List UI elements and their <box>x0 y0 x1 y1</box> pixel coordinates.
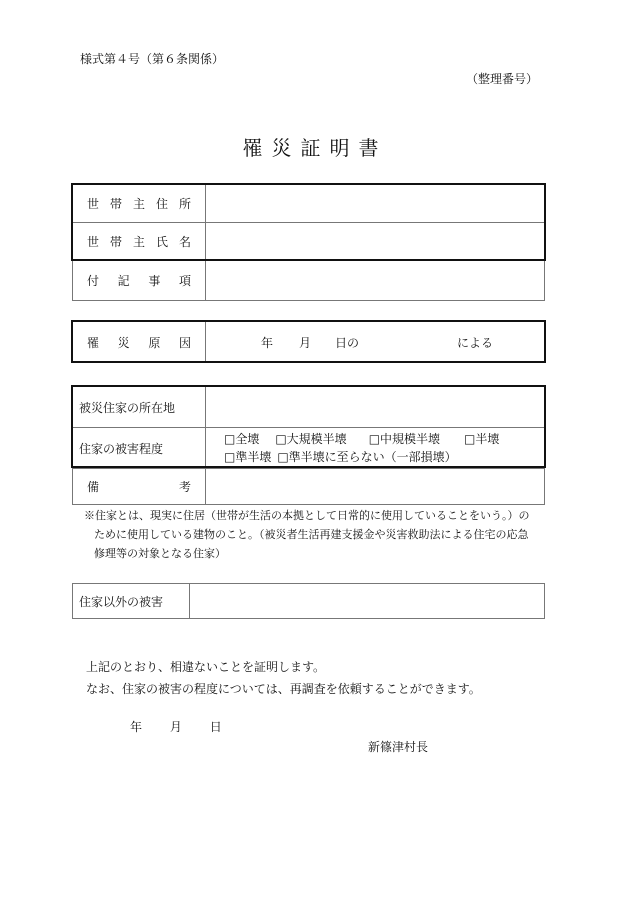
location-label: 被災住家の所在地 <box>73 387 206 428</box>
note-line2: ために使用している建物のこと。（被災者生活再建支援金や災害救助法による住宅の応急 <box>94 528 529 541</box>
degree-options-row2 <box>224 448 544 466</box>
head-name-field[interactable] <box>206 223 545 261</box>
degree-options <box>206 428 545 469</box>
degree-row1-option-0[interactable]: □全壊 <box>224 432 260 446</box>
degree-row1-option-2[interactable]: □中規模半壊 <box>368 432 441 446</box>
house-definition-note <box>86 506 546 563</box>
notes-field[interactable] <box>206 469 545 505</box>
cause-table <box>72 321 545 363</box>
degree-row2-option-0[interactable]: □準半壊 <box>224 450 272 464</box>
cause-field[interactable] <box>206 322 545 363</box>
non-house-damage-field[interactable] <box>190 584 545 619</box>
household-table <box>72 184 545 301</box>
non-house-damage-label: 住家以外の被害 <box>73 584 190 619</box>
document-title: 罹災証明書 <box>242 136 388 160</box>
cause-year: 年 <box>261 336 274 350</box>
form-number: 様式第４号（第６条関係） <box>80 52 225 66</box>
cause-label: 罹災原因 <box>73 322 206 363</box>
cause-month: 月 <box>299 336 312 350</box>
certification-line1: 上記のとおり、相違ないことを証明します。 <box>86 660 326 674</box>
non-house-damage-table <box>72 583 545 619</box>
cause-day-of: 日の <box>335 336 360 350</box>
issue-day: 日 <box>209 720 222 734</box>
head-address-field[interactable] <box>206 185 545 223</box>
issue-year: 年 <box>130 720 143 734</box>
head-name-label: 世帯主氏名 <box>73 223 206 261</box>
issue-month: 月 <box>169 720 182 734</box>
head-address-label: 世帯主住所 <box>73 185 206 223</box>
location-field[interactable] <box>206 387 545 428</box>
degree-row1-option-1[interactable]: □大規模半壊 <box>275 432 347 446</box>
remarks-field[interactable] <box>206 261 545 301</box>
remarks-label: 付記事項 <box>73 261 206 301</box>
notes-label: 備考 <box>73 469 206 505</box>
damage-table <box>72 386 545 505</box>
degree-label: 住家の被害程度 <box>73 428 206 469</box>
cause-by: による <box>457 336 494 350</box>
certification-line2: なお、住家の被害の程度については、再調査を依頼することができます。 <box>86 682 481 696</box>
issue-date <box>130 718 246 735</box>
degree-row2-option-1[interactable]: □準半壊に至らない（一部損壊） <box>277 450 457 464</box>
reference-number: （整理番号） <box>465 72 538 86</box>
note-line1: ※住家とは、現実に住居（世帯が生活の本拠として日常的に使用していることをいう。）の <box>84 509 530 522</box>
issuer-name: 新篠津村長 <box>368 740 429 754</box>
degree-options-row1 <box>224 430 544 448</box>
note-line3: 修理等の対象となる住家） <box>94 547 226 560</box>
degree-row1-option-3[interactable]: □半壊 <box>464 432 500 446</box>
